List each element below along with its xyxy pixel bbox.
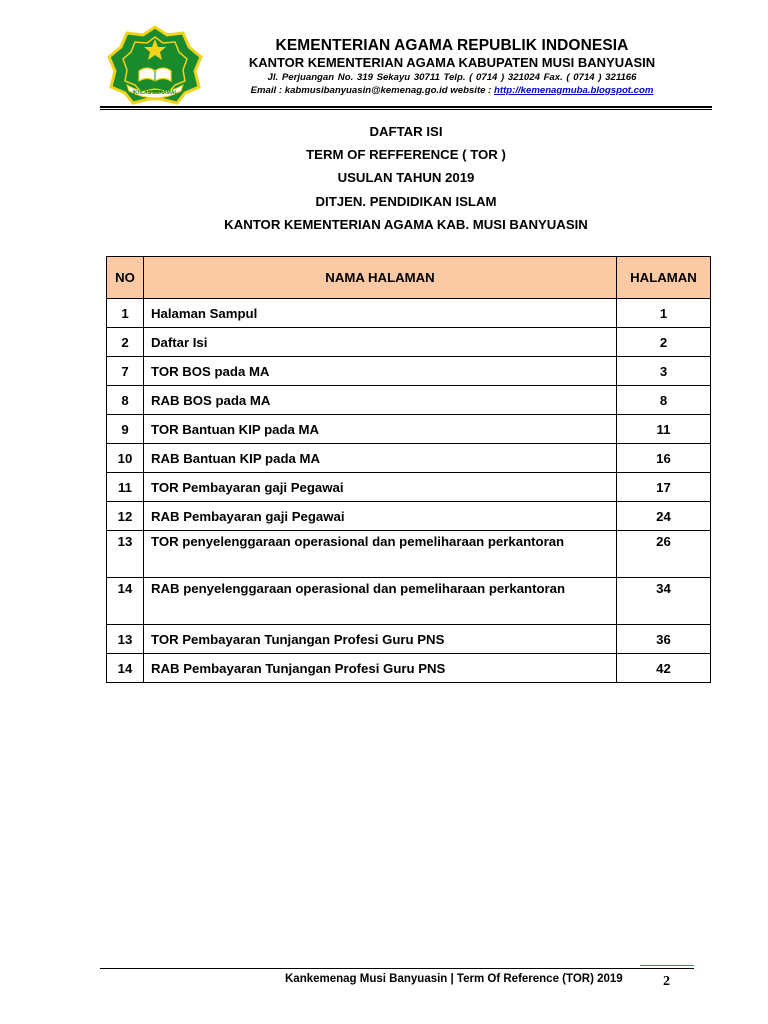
row-name: RAB Pembayaran Tunjangan Profesi Guru PNS bbox=[144, 654, 617, 683]
row-page: 3 bbox=[617, 357, 711, 386]
heading-line-1: DAFTAR ISI bbox=[369, 124, 443, 139]
table-row bbox=[107, 386, 711, 415]
letterhead-text bbox=[196, 37, 708, 97]
row-no: 12 bbox=[107, 502, 144, 531]
row-page: 42 bbox=[617, 654, 711, 683]
row-page: 36 bbox=[617, 625, 711, 654]
heading-line-4: DITJEN. PENDIDIKAN ISLAM bbox=[315, 193, 497, 209]
heading-line-5: KANTOR KEMENTERIAN AGAMA KAB. MUSI BANYUASIN bbox=[224, 216, 588, 232]
table-row bbox=[107, 328, 711, 357]
heading-line-2: TERM OF REFFERENCE ( TOR ) bbox=[306, 147, 506, 163]
table-row bbox=[107, 625, 711, 654]
col-no-header: NO bbox=[107, 257, 144, 299]
row-no: 8 bbox=[107, 386, 144, 415]
office-address: Jl. Perjuangan No. 319 Sekayu 30711 Telp. ( 0714 ) 321024 Fax. ( 0714 ) 321166 bbox=[267, 72, 637, 83]
row-name: TOR Pembayaran Tunjangan Profesi Guru PNS bbox=[144, 625, 617, 654]
email-label: Email : kabmusibanyuasin@kemenag.go.id website : bbox=[250, 85, 495, 96]
table-header-row bbox=[107, 257, 711, 299]
row-no: 1 bbox=[107, 299, 144, 328]
table-row bbox=[107, 578, 711, 625]
row-no: 7 bbox=[107, 357, 144, 386]
row-no: 2 bbox=[107, 328, 144, 357]
office-name: KANTOR KEMENTERIAN AGAMA KABUPATEN MUSI BANYUASIN bbox=[248, 55, 656, 70]
row-page: 24 bbox=[617, 502, 711, 531]
footer-accent-line bbox=[640, 965, 694, 966]
letterhead-rule bbox=[100, 106, 712, 108]
row-no: 14 bbox=[107, 578, 144, 625]
row-name: Daftar Isi bbox=[144, 328, 617, 357]
footer-rule bbox=[100, 968, 694, 969]
row-page: 26 bbox=[617, 531, 711, 578]
logo-motto: IKHLAS BERAMAL bbox=[132, 90, 178, 96]
row-page: 8 bbox=[617, 386, 711, 415]
col-page-header: HALAMAN bbox=[617, 257, 711, 299]
row-page: 17 bbox=[617, 473, 711, 502]
row-name: TOR penyelenggaraan operasional dan pemeliharaan perkantoran bbox=[144, 531, 617, 578]
table-row bbox=[107, 299, 711, 328]
table-row bbox=[107, 357, 711, 386]
row-name: RAB Bantuan KIP pada MA bbox=[144, 444, 617, 473]
row-no: 11 bbox=[107, 473, 144, 502]
row-name: TOR Pembayaran gaji Pegawai bbox=[144, 473, 617, 502]
row-no: 10 bbox=[107, 444, 144, 473]
row-page: 16 bbox=[617, 444, 711, 473]
row-no: 13 bbox=[107, 625, 144, 654]
col-name-header: NAMA HALAMAN bbox=[144, 257, 617, 299]
row-page: 34 bbox=[617, 578, 711, 625]
toc-table bbox=[106, 256, 711, 683]
table-row bbox=[107, 654, 711, 683]
row-name: RAB penyelenggaraan operasional dan pemeliharaan perkantoran bbox=[144, 578, 617, 625]
ministry-name: KEMENTERIAN AGAMA REPUBLIK INDONESIA bbox=[275, 37, 629, 54]
table-row bbox=[107, 502, 711, 531]
row-no: 13 bbox=[107, 531, 144, 578]
page-number: 2 bbox=[663, 974, 670, 989]
row-name: RAB BOS pada MA bbox=[144, 386, 617, 415]
website-link[interactable]: http://kemenagmuba.blogspot.com bbox=[494, 85, 654, 96]
row-page: 1 bbox=[617, 299, 711, 328]
table-row bbox=[107, 415, 711, 444]
row-page: 11 bbox=[617, 415, 711, 444]
heading-line-3: USULAN TAHUN 2019 bbox=[337, 170, 475, 186]
row-name: TOR BOS pada MA bbox=[144, 357, 617, 386]
table-row bbox=[107, 531, 711, 578]
row-no: 14 bbox=[107, 654, 144, 683]
row-no: 9 bbox=[107, 415, 144, 444]
letterhead-rule-thin bbox=[100, 109, 712, 110]
contact-line bbox=[196, 84, 708, 97]
document-heading bbox=[100, 120, 712, 236]
row-page: 2 bbox=[617, 328, 711, 357]
row-name: RAB Pembayaran gaji Pegawai bbox=[144, 502, 617, 531]
letterhead bbox=[100, 25, 712, 105]
table-row bbox=[107, 473, 711, 502]
row-name: Halaman Sampul bbox=[144, 299, 617, 328]
footer-text: Kankemenag Musi Banyuasin | Term Of Reference (TOR) 2019 bbox=[285, 973, 623, 985]
table-row bbox=[107, 444, 711, 473]
kemenag-emblem-icon bbox=[105, 25, 205, 105]
row-name: TOR Bantuan KIP pada MA bbox=[144, 415, 617, 444]
